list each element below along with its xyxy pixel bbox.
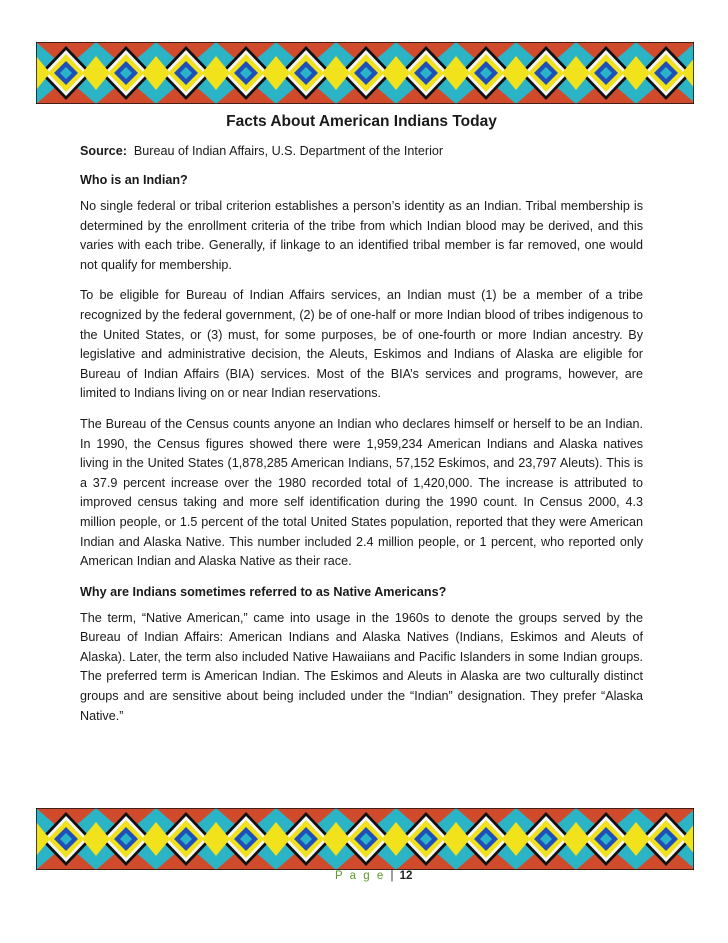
source-text: Bureau of Indian Affairs, U.S. Department of the Interior: [133, 144, 444, 158]
beadwork-border-bottom: [36, 808, 694, 870]
page-label: P a g e: [335, 870, 386, 882]
section-heading-native-americans: Why are Indians sometimes referred to as Native Americans?: [80, 584, 447, 599]
beadwork-border-icon: [36, 808, 694, 870]
source-line: [80, 142, 643, 160]
document-body: [80, 112, 643, 737]
source-label: Source:: [80, 144, 127, 158]
page-separator: |: [390, 870, 394, 882]
section-heading-who: Who is an Indian?: [80, 173, 188, 187]
beadwork-border-icon: [36, 42, 694, 104]
paragraph-eligibility: To be eligible for Bureau of Indian Affairs services, an Indian must (1) be a member of a tribe recognized by the federal government, (2) be of one-half or more Indian blood of tribes indigenous to the United States, or (3) must, for some purposes, be of one-fourth or more Indian ancestry. By legislative and administrative decision, the Aleuts, Eskimos and Indians of Alaska are eligible for Bureau of Indian Affairs (BIA) services. Most of the BIA’s services and programs, however, are limited to Indians living on or near Indian reservations.: [80, 288, 643, 401]
paragraph-terminology: The term, “Native American,” came into usage in the 1960s to denote the groups served by the Bureau of Indian Affairs: American Indians and Alaska Natives (Indians, Eskimos and Aleuts of Alaska). Later, the term also included Native Hawaiians and Pacific Islanders in some Indian groups. The preferred term is American Indian. The Eskimos and Aleuts in Alaska are two culturally distinct groups and are sensitive about being included under the “Indian” designation. They prefer “Alaska Native.”: [80, 610, 643, 723]
paragraph-identity: No single federal or tribal criterion establishes a person’s identity as an Indian. Tribal membership is determined by the enrollment criteria of the tribe from which Indian blood may be derived, and this varies with each tribe. Generally, if linkage to an identified tribal member is far removed, one would not qualify for membership.: [80, 199, 643, 272]
page-footer: [335, 869, 412, 883]
page-title: Facts About American Indians Today: [226, 113, 497, 130]
paragraph-census: The Bureau of the Census counts anyone an Indian who declares himself or herself to be an Indian. In 1990, the Census figures showed there were 1,959,234 American Indians and Alaska natives living in the United States (1,878,285 American Indians, 57,152 Eskimos, and 23,797 Aleuts). This is a 37.9 percent increase over the 1980 recorded total of 1,420,000. The increase is attributed to improved census taking and more self identification during the 1990 count. In Census 2000, 4.3 million people, or 1.5 percent of the total United States population, reported that they were American Indian and Alaska Native. This number included 2.4 million people, or 1 percent, who reported only American Indian and Alaska Native as their race.: [80, 416, 643, 569]
beadwork-border-top: [36, 42, 694, 104]
page-number: 12: [399, 870, 413, 882]
